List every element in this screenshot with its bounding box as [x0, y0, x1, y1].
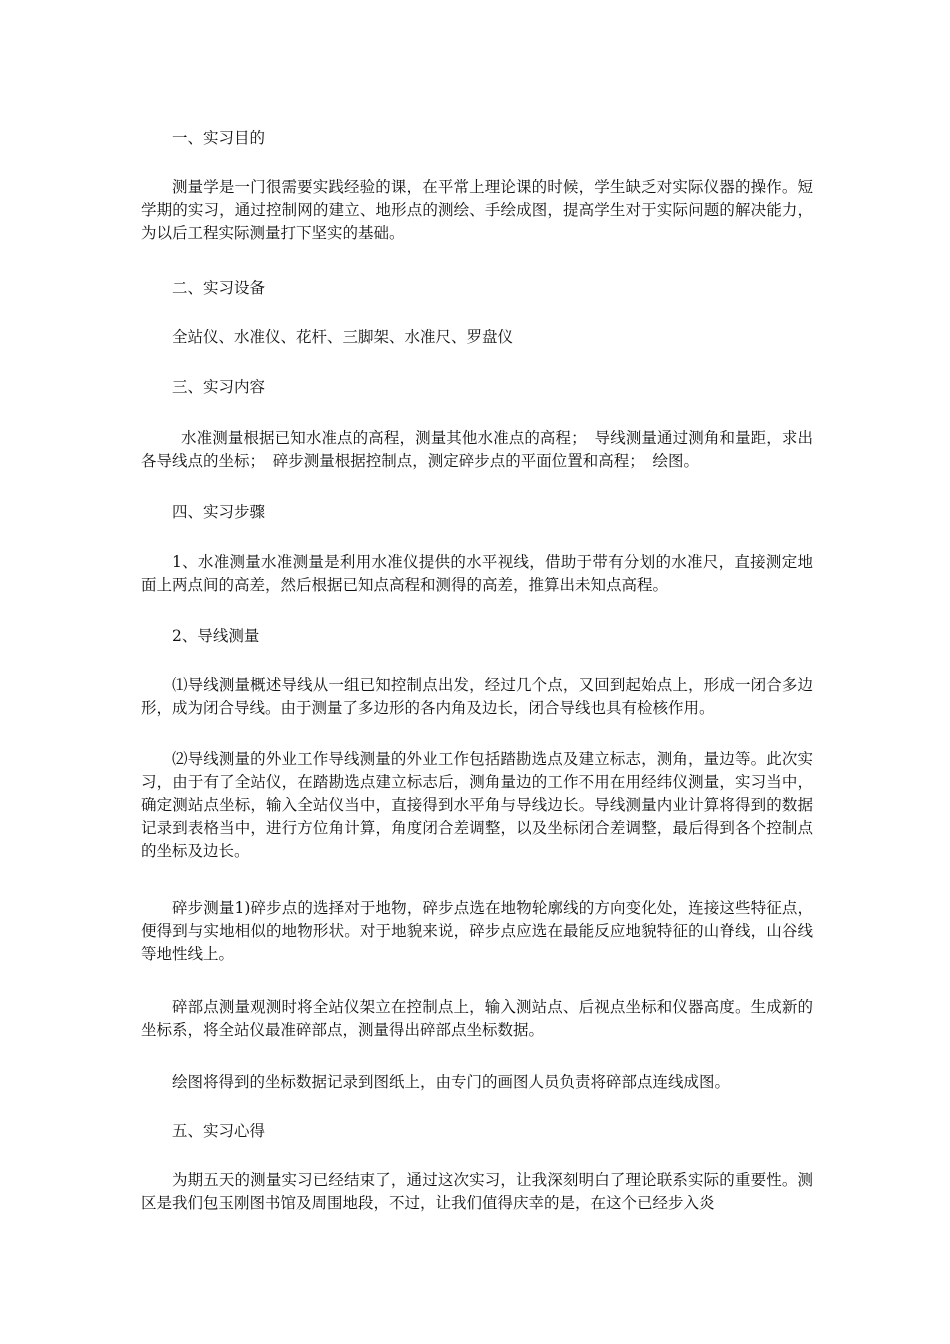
paragraph-traverse-overview: ⑴导线测量概述导线从一组已知控制点出发，经过几个点，又回到起始点上，形成一闭合多边形，成为闭合导线。由于测量了多边形的各内角及边长，闭合导线也具有检核作用。: [141, 676, 813, 717]
paragraph-content: 水准测量根据已知水准点的高程，测量其他水准点的高程； 导线测量通过测角和量距，求出各导线点的坐标； 碎步测量根据控制点，测定碎步点的平面位置和高程； 绘图。: [141, 429, 813, 470]
paragraph-detail-points: 碎部点测量观测时将全站仪架立在控制点上，输入测站点、后视点坐标和仪器高度。生成新的坐标系，将全站仪最准碎部点，测量得出碎部点坐标数据。: [141, 998, 813, 1039]
paragraph-traverse-fieldwork: ⑵导线测量的外业工作导线测量的外业工作包括踏勘选点及建立标志，测角，量边等。此次实习，由于有了全站仪，在踏勘选点建立标志后，测角量边的工作不用在用经纬仪测量，实习当中，确定测站点坐标，输入全站仪当中，直接得到水平角与导线边长。导线测量内业计算将得到的数据记录到表格当中，进行方位角计算，角度闭合差调整，以及坐标闭合差调整，最后得到各个控制点的坐标及边长。: [141, 750, 813, 860]
paragraph-reflection: 为期五天的测量实习已经结束了，通过这次实习，让我深刻明白了理论联系实际的重要性。测区是我们包玉刚图书馆及周围地段，不过，让我们值得庆幸的是，在这个已经步入炎: [141, 1171, 813, 1212]
paragraph-detail-survey: 碎步测量1)碎步点的选择对于地物，碎步点选在地物轮廓线的方向变化处，连接这些特征点，便得到与实地相似的地物形状。对于地貌来说，碎步点应选在最能反应地貌特征的山脊线，山谷线等地性线上。: [141, 899, 813, 963]
paragraph-leveling: 1、水准测量水准测量是利用水准仪提供的水平视线，借助于带有分划的水准尺，直接测定地面上两点间的高差，然后根据已知点高程和测得的高差，推算出未知点高程。: [141, 553, 813, 594]
heading-equipment: 二、实习设备: [172, 279, 266, 297]
paragraph-purpose: 测量学是一门很需要实践经验的课，在平常上理论课的时候，学生缺乏对实际仪器的操作。短学期的实习，通过控制网的建立、地形点的测绘、手绘成图，提高学生对于实际问题的解决能力，为以后工程实际测量打下坚实的基础。: [141, 178, 813, 242]
heading-purpose: 一、实习目的: [172, 129, 266, 147]
subheading-traverse: 2、导线测量: [172, 627, 260, 645]
heading-reflection: 五、实习心得: [172, 1122, 266, 1140]
heading-steps: 四、实习步骤: [172, 503, 266, 521]
paragraph-drawing: 绘图将得到的坐标数据记录到图纸上，由专门的画图人员负责将碎部点连线成图。: [172, 1073, 731, 1091]
paragraph-equipment: 全站仪、水准仪、花杆、三脚架、水准尺、罗盘仪: [172, 328, 514, 346]
heading-content: 三、实习内容: [172, 378, 266, 396]
